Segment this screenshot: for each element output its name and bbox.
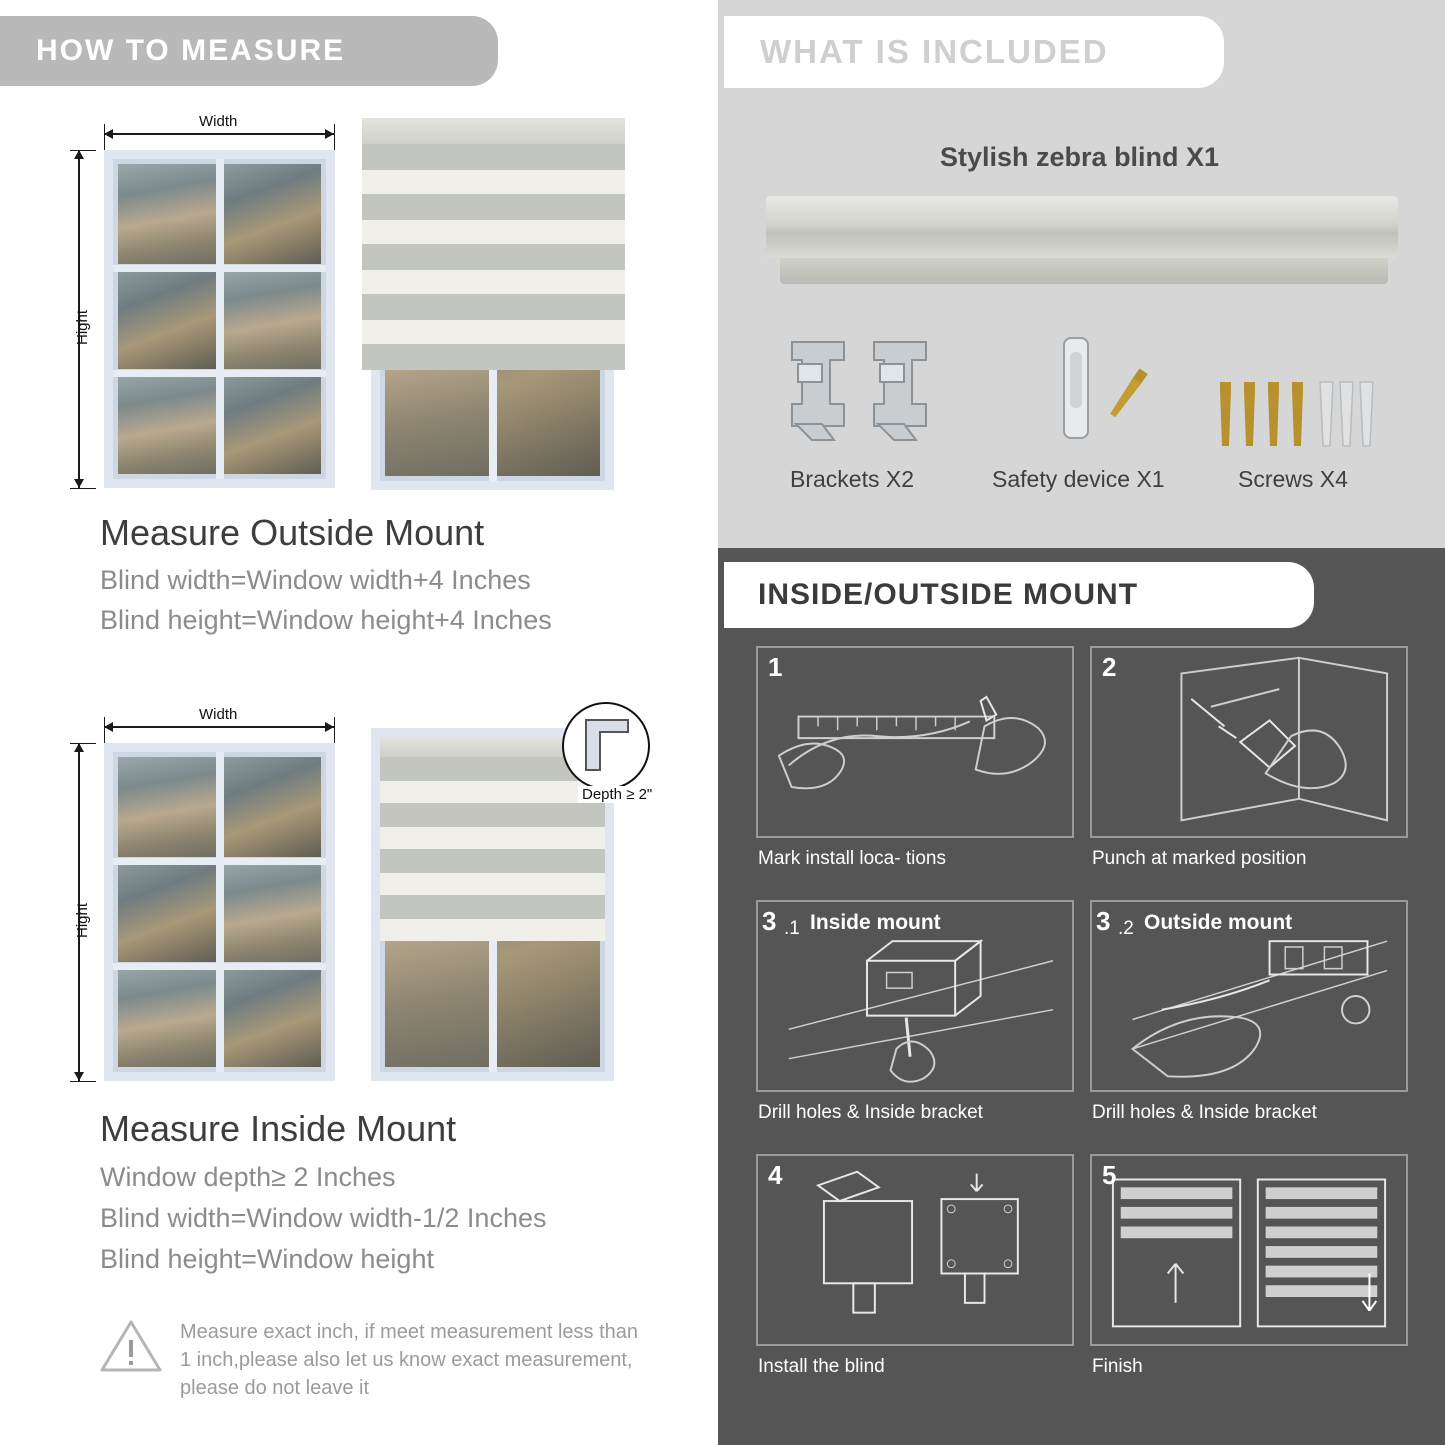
inside-width-label: Width (195, 706, 241, 723)
window-frame-outside (104, 150, 335, 488)
inside-mount-title: Measure Inside Mount (100, 1108, 457, 1149)
depth-callout-icon (556, 696, 656, 796)
inside-mount-diagram (0, 596, 712, 1096)
inside-height-arrow-up (74, 743, 84, 752)
inside-height-tick-bottom (70, 1081, 96, 1082)
depth-label: Depth ≥ 2" (578, 786, 656, 803)
brackets-icon (784, 336, 936, 448)
window-pane (118, 374, 217, 474)
step-2-caption: Punch at marked position (1092, 848, 1307, 869)
window-pane (118, 757, 217, 857)
inside-outside-mount-title: INSIDE/OUTSIDE MOUNT (724, 562, 1314, 628)
inside-width-tick-left (104, 717, 105, 743)
step-3-1-subnum: .1 (784, 918, 800, 939)
zebra-blind-headrail (766, 196, 1398, 258)
screw-icon (1100, 360, 1154, 430)
outside-width-tick-left (104, 124, 105, 150)
inside-width-dimension (104, 726, 334, 728)
brackets-label: Brackets X2 (790, 466, 914, 492)
how-to-measure-panel (0, 0, 712, 1445)
step-3-2-number: 3 (1096, 906, 1111, 936)
step-1-image (756, 646, 1074, 838)
window-pane (222, 967, 321, 1067)
step-3-2-subnum: .2 (1118, 918, 1134, 939)
screws-icon (1216, 380, 1376, 452)
outside-width-dimension (104, 133, 334, 135)
outside-mount-title: Measure Outside Mount (100, 512, 485, 553)
window-pane (222, 164, 321, 264)
inside-width-arrow-right (325, 722, 334, 732)
outside-mount-line-2: Blind height=Window height+4 Inches (100, 605, 552, 635)
step-5-number: 5 (1102, 1160, 1117, 1190)
window-frame-inside (104, 743, 335, 1081)
inside-width-tick-right (334, 717, 335, 743)
outside-height-label: Hight (74, 309, 91, 345)
step-3-2-caption: Drill holes & Inside bracket (1092, 1102, 1317, 1123)
step-2-image (1090, 646, 1408, 838)
mark-install-illustration (758, 648, 1072, 836)
outside-height-arrow-down (74, 479, 84, 488)
safety-device-label: Safety device X1 (992, 466, 1165, 492)
outside-width-label: Width (195, 113, 241, 130)
finish-illustration (1092, 1156, 1406, 1344)
step-3-1-number: 3 (762, 906, 777, 936)
step-1-number: 1 (768, 652, 783, 682)
window-pane (222, 374, 321, 474)
screws-label: Screws X4 (1238, 466, 1348, 492)
step-4-image (756, 1154, 1074, 1346)
window-pane (118, 164, 217, 264)
outside-mount-line-1: Blind width=Window width+4 Inches (100, 565, 531, 595)
outside-width-tick-right (334, 124, 335, 150)
inside-mount-line-2: Blind width=Window width-1/2 Inches (100, 1203, 547, 1233)
window-pane (222, 757, 321, 857)
outside-width-arrow-left (104, 129, 113, 139)
punch-marked-illustration (1092, 648, 1406, 836)
inside-height-label: Hight (74, 902, 91, 938)
warning-icon (100, 1318, 162, 1374)
step-3-2-subtitle: Outside mount (1144, 911, 1293, 934)
safety-device-icon (1056, 334, 1096, 446)
window-pane (222, 269, 321, 369)
zebra-blind-outside (362, 118, 625, 383)
window-pane (118, 269, 217, 369)
how-to-measure-title: HOW TO MEASURE (0, 16, 498, 86)
step-3-1-subtitle: Inside mount (810, 911, 941, 934)
outside-width-arrow-right (325, 129, 334, 139)
install-blind-illustration (758, 1156, 1072, 1344)
step-5-image (1090, 1154, 1408, 1346)
step-3-1-caption: Drill holes & Inside bracket (758, 1102, 983, 1123)
outside-height-tick-bottom (70, 488, 96, 489)
inside-height-arrow-down (74, 1072, 84, 1081)
step-4-number: 4 (768, 1160, 783, 1190)
inside-mount-line-3: Blind height=Window height (100, 1244, 434, 1274)
step-5-caption: Finish (1092, 1356, 1143, 1377)
inside-width-arrow-left (104, 722, 113, 732)
inside-mount-line-1: Window depth≥ 2 Inches (100, 1162, 396, 1192)
what-is-included-title: WHAT IS INCLUDED (724, 16, 1224, 88)
outside-height-arrow-up (74, 150, 84, 159)
window-pane (222, 862, 321, 962)
inside-height-tick-top (70, 743, 96, 744)
window-pane (118, 967, 217, 1067)
window-pane (118, 862, 217, 962)
step-2-number: 2 (1102, 652, 1117, 682)
step-1-caption: Mark install loca- tions (758, 848, 946, 869)
main-item-label: Stylish zebra blind X1 (940, 142, 1220, 172)
step-4-caption: Install the blind (758, 1356, 885, 1377)
zebra-blind-headrail-bottom (780, 258, 1388, 284)
measure-note-text: Measure exact inch, if meet measurement less than 1 inch,please also let us know exact measurement, please do not leave it (180, 1321, 638, 1399)
outside-height-tick-top (70, 150, 96, 151)
outside-mount-diagram (0, 0, 712, 500)
measure-note (100, 1318, 640, 1402)
